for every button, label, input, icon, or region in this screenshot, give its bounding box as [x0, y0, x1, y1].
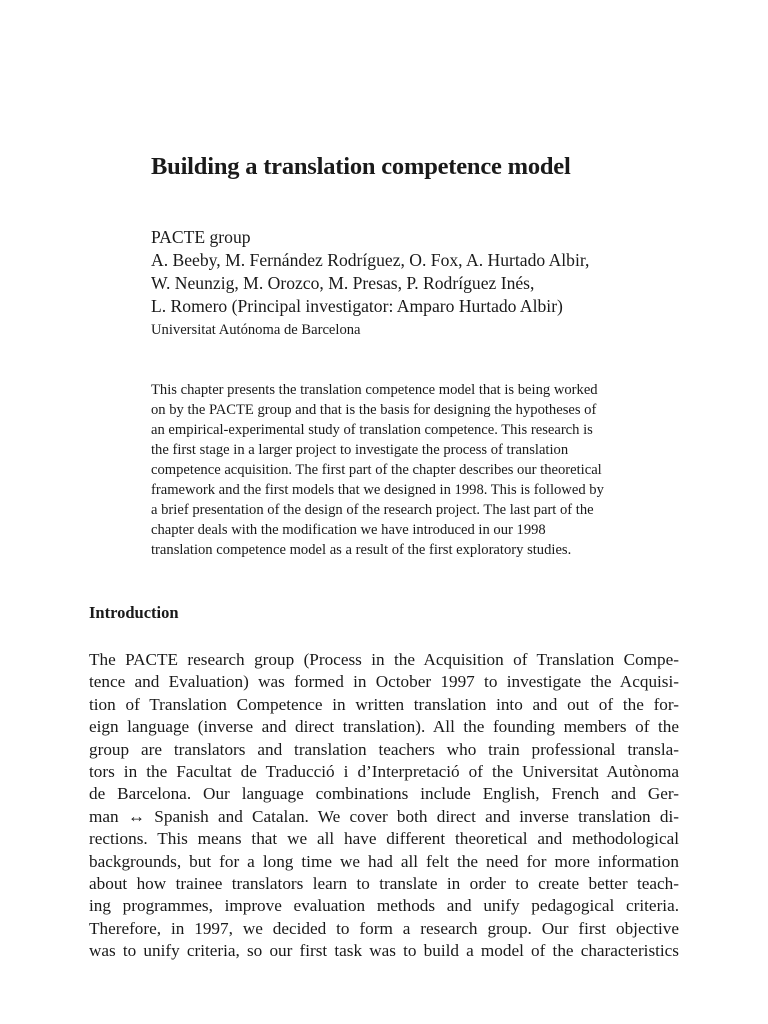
body-line: eign language (inverse and direct translation). All the founding members of the	[89, 717, 679, 737]
body-line: was to unify criteria, so our first task was to build a model of the characteristics	[89, 941, 679, 961]
body-line: tion of Translation Competence in written translation into and out of the for-	[89, 694, 679, 714]
abstract-line: on by the PACTE group and that is the basis for designing the hypotheses of	[151, 402, 597, 418]
group-name: PACTE group	[151, 227, 251, 247]
author-block	[151, 226, 711, 341]
author-line: A. Beeby, M. Fernández Rodríguez, O. Fox, A. Hurtado Albir,	[151, 250, 590, 270]
abstract-line: translation competence model as a result of the first exploratory studies.	[151, 542, 572, 558]
abstract-line: an empirical-experimental study of translation competence. This research is	[151, 422, 593, 438]
introduction-body	[89, 649, 679, 963]
abstract-line: chapter deals with the modification we have introduced in our 1998	[151, 522, 546, 538]
body-line: backgrounds, but for a long time we had all felt the need for more information	[89, 851, 679, 871]
abstract	[151, 380, 681, 560]
section-heading-introduction: Introduction	[89, 603, 179, 622]
body-line: man ↔ Spanish and Catalan. We cover both direct and inverse translation di-	[89, 806, 679, 826]
abstract-line: competence acquisition. The first part of the chapter describes our theoretical	[151, 462, 602, 478]
author-line: W. Neunzig, M. Orozco, M. Presas, P. Rodríguez Inés,	[151, 273, 535, 293]
body-line: rections. This means that we all have different theoretical and methodological	[89, 829, 679, 849]
body-line: group are translators and translation teachers who train professional transla-	[89, 739, 679, 759]
body-line: ing programmes, improve evaluation methods and unify pedagogical criteria.	[89, 896, 679, 916]
abstract-line: This chapter presents the translation competence model that is being worked	[151, 382, 598, 398]
abstract-line: framework and the first models that we designed in 1998. This is followed by	[151, 482, 604, 498]
body-line: Therefore, in 1997, we decided to form a research group. Our first objective	[89, 918, 679, 938]
abstract-line: a brief presentation of the design of the research project. The last part of the	[151, 502, 594, 518]
body-line: tors in the Facultat de Traducció i d’Interpretació of the Universitat Autònoma	[89, 762, 679, 782]
chapter-title: Building a translation competence model	[151, 153, 571, 180]
abstract-line: the first stage in a larger project to investigate the process of translation	[151, 442, 569, 458]
body-line: about how trainee translators learn to translate in order to create better teach-	[89, 874, 679, 894]
body-line: de Barcelona. Our language combinations include English, French and Ger-	[89, 784, 679, 804]
body-line: tence and Evaluation) was formed in October 1997 to investigate the Acquisi-	[89, 672, 679, 692]
affiliation: Universitat Autónoma de Barcelona	[151, 322, 361, 338]
author-line: L. Romero (Principal investigator: Amparo Hurtado Albir)	[151, 296, 563, 316]
body-line: The PACTE research group (Process in the Acquisition of Translation Compe-	[89, 650, 679, 669]
